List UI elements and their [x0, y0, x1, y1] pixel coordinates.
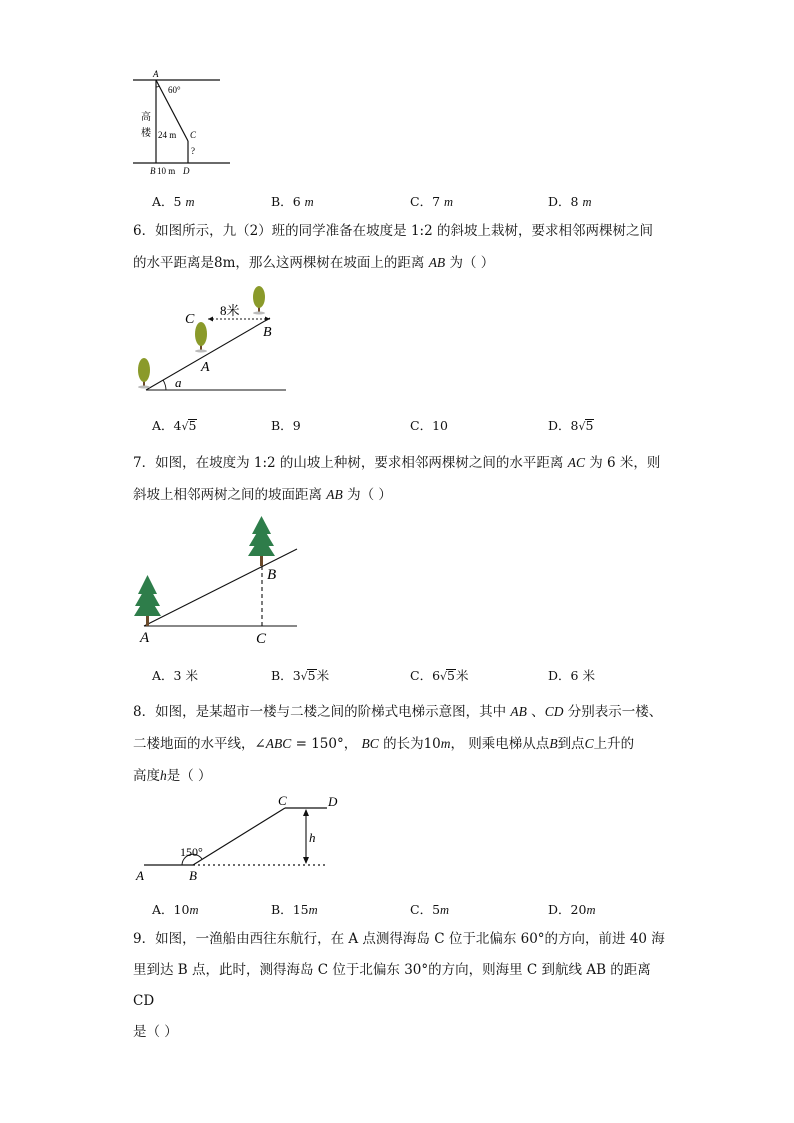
q6-line2: 的水平距离是8m，那么这两棵树在坡面上的距离 AB 为（ ）	[133, 255, 495, 271]
q8-line3: 高度h是（ ）	[133, 768, 212, 784]
arrow-head-right	[265, 317, 270, 322]
arrow-head-down	[303, 857, 309, 864]
q6-option-d[interactable]: D．8√5	[548, 418, 594, 433]
slope-line	[146, 318, 270, 390]
label-a: A	[153, 69, 159, 79]
label-b: B	[267, 567, 277, 583]
q8-stem	[133, 696, 673, 792]
q5-option-d[interactable]: D．8 m	[548, 194, 592, 209]
q6-stem	[133, 216, 673, 279]
angle-arc	[163, 380, 166, 390]
q7-option-c[interactable]: C．6√5米	[410, 668, 469, 683]
q6-line1: 6．如图所示，九（2）班的同学准备在坡度是 1:2 的斜坡上栽树，要求相邻两棵树之间	[133, 223, 653, 239]
q6-option-b[interactable]: B．9	[271, 418, 301, 433]
length-bd: 10 m	[157, 166, 176, 176]
q9-line2: 里到达 B 点，此时，测得海岛 C 位于北偏东 30°的方向，则海里 C 到航线 AB 的距离 CD	[133, 962, 651, 1009]
angle-label: 150°	[180, 845, 203, 859]
tree-icon	[253, 286, 265, 315]
q9-line3: 是（ ）	[133, 1024, 178, 1040]
tree-icon	[195, 322, 207, 353]
label-a: A	[140, 630, 150, 646]
label-b: B	[150, 166, 156, 176]
q7-line2: 斜坡上相邻两树之间的坡面距离 AB 为（ ）	[133, 487, 392, 503]
arrow-head-left	[208, 317, 213, 322]
q8-option-a[interactable]: A．10m	[152, 902, 199, 917]
q8-figure	[130, 790, 350, 885]
q5-option-b[interactable]: B．6 m	[271, 194, 314, 209]
q7-stem	[133, 447, 673, 511]
q7-figure	[130, 512, 305, 647]
label-c: C	[256, 631, 267, 647]
label-b: B	[263, 325, 272, 340]
label-c: C	[190, 130, 197, 140]
length-ac: 24 m	[158, 130, 177, 140]
q7-option-a[interactable]: A．3 米	[152, 668, 198, 683]
q8-line1: 8．如图，是某超市一楼与二楼之间的阶梯式电梯示意图，其中 AB 、CD 分别表示一楼、	[133, 704, 663, 720]
slope-line	[144, 549, 297, 626]
angle-label: 60°	[168, 85, 181, 95]
label-h: h	[309, 830, 316, 845]
building-label-1: 高	[141, 112, 151, 123]
q8-option-d[interactable]: D．20m	[548, 902, 596, 917]
q6-option-a[interactable]: A．4√5	[152, 418, 197, 433]
q5-option-c[interactable]: C．7 m	[410, 194, 454, 209]
unknown-mark: ?	[191, 146, 195, 156]
arrow-head-up	[303, 809, 309, 816]
q6-option-c[interactable]: C．10	[410, 418, 448, 433]
distance-label: 8米	[220, 303, 240, 318]
q7-line1: 7．如图，在坡度为 1:2 的山坡上种树，要求相邻两棵树之间的水平距离 AC 为 6 米，则	[133, 455, 661, 471]
q8-line2: 二楼地面的水平线，∠ABC = 150°， BC 的长为10m， 则乘电梯从点B到点C上升的	[133, 736, 635, 752]
tree-icon	[134, 575, 161, 626]
q8-option-b[interactable]: B．15m	[271, 902, 318, 917]
q6-figure	[130, 284, 295, 396]
q7-option-d[interactable]: D．6 米	[548, 668, 595, 683]
q7-option-b[interactable]: B．3√5米	[271, 668, 330, 683]
q5-option-a[interactable]: A．5 m	[152, 194, 195, 209]
escalator-bc	[193, 808, 285, 865]
label-d: D	[183, 166, 190, 176]
building-label-2: 楼	[141, 128, 151, 139]
tree-icon	[248, 516, 275, 566]
q9-stem	[133, 924, 673, 1048]
tree-icon	[138, 358, 150, 389]
q5-figure	[130, 66, 235, 178]
label-c: C	[278, 793, 287, 808]
angle-label: a	[175, 375, 182, 390]
label-a: A	[136, 868, 144, 883]
q8-option-c[interactable]: C．5m	[410, 902, 450, 917]
label-c: C	[185, 312, 195, 327]
label-a: A	[201, 360, 210, 375]
q9-line1: 9．如图，一渔船由西往东航行，在 A 点测得海岛 C 位于北偏东 60°的方向，前进 40 海	[133, 931, 665, 947]
label-d: D	[328, 794, 338, 809]
label-b: B	[189, 868, 197, 883]
